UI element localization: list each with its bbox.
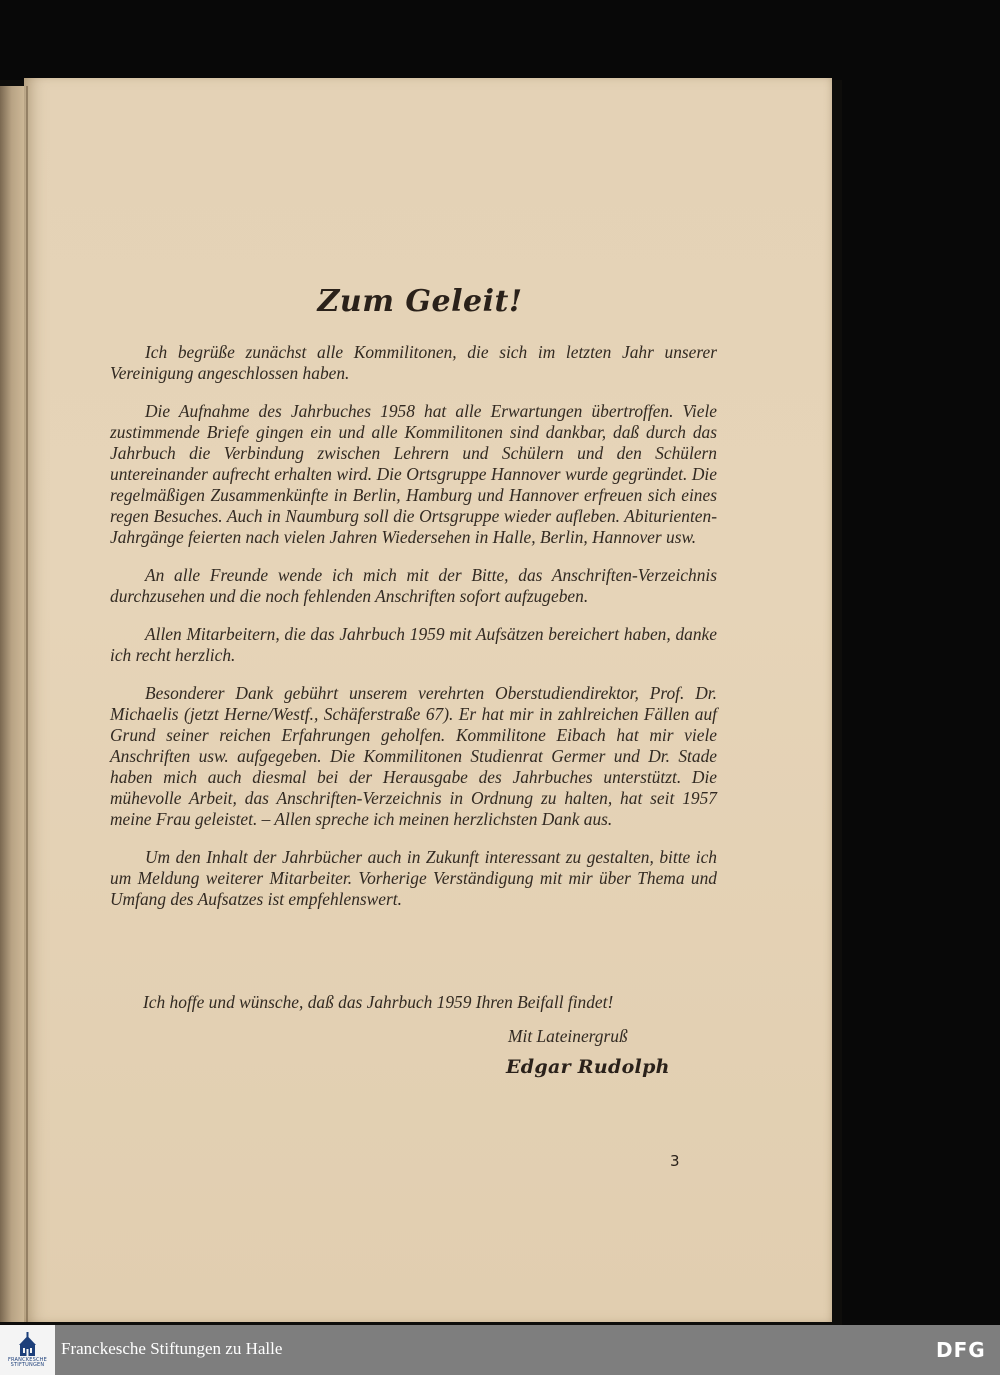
- page-number: 3: [670, 1152, 680, 1170]
- institution-logo[interactable]: [0, 1325, 55, 1375]
- paragraph: Um den Inhalt der Jahrbücher auch in Zukunft interessant zu gestalten, bitte ich um Meldung weiterer Mitarbeiter. Vorherige Verständigung mit mir über Thema und Umfang des Aufsatzes ist empfehlenswert.: [110, 847, 717, 909]
- paragraph: Allen Mitarbeitern, die das Jahrbuch 1959 mit Aufsätzen bereichert haben, danke ich recht herzlich.: [110, 624, 717, 665]
- institution-name-link[interactable]: Franckesche Stiftungen zu Halle: [61, 1339, 283, 1358]
- page-title: Zum Geleit!: [317, 284, 523, 319]
- body-text: [110, 342, 717, 927]
- paragraph: Die Aufnahme des Jahrbuches 1958 hat alle Erwartungen übertroffen. Viele zustimmende Briefe gingen ein und alle Kommilitonen sind dankbar, daß durch das Jahrbuch die Verbindung zwischen Lehrern und Schülern und den Schülern untereinander aufrecht erhalten wird. Die Ortsgruppe Hannover wurde gegründet. Die regelmäßigen Zusammenkünfte in Berlin, Hamburg und Hannover erfreuen sich eines regen Besuches. Auch in Naumburg soll die Ortsgruppe wieder aufleben. Abiturienten-Jahrgänge feierten nach vielen Jahren Wiedersehen in Halle, Berlin, Hannover usw.: [110, 401, 717, 547]
- closing-line: Ich hoffe und wünsche, daß das Jahrbuch 1959 Ihren Beifall findet!: [143, 992, 614, 1012]
- paragraph: Besonderer Dank gebührt unserem verehrten Oberstudiendirektor, Prof. Dr. Michaelis (jetzt Herne/Westf., Schäferstraße 67). Er hat mir in zahlreichen Fällen auf Grund seiner reichen Erfahrungen geholfen. Kommilitone Eibach hat mir viele Anschriften usw. aufgegeben. Die Kommilitonen Studienrat Germer und Dr. Stade haben mich auch diesmal bei der Herausgabe des Jahrbuches unterstützt. Die mühevolle Arbeit, das Anschriften-Verzeichnis in Ordnung zu halten, hat seit 1957 meine Frau geleistet. – Allen spreche ich meinen herzlichsten Dank aus.: [110, 683, 717, 829]
- dfg-logo[interactable]: DFG: [936, 1338, 986, 1362]
- paragraph: An alle Freunde wende ich mich mit der Bitte, das Anschriften-Verzeichnis durchzusehen und die noch fehlenden Anschriften sofort aufzugeben.: [110, 565, 717, 606]
- gutter-line: [26, 86, 28, 1322]
- greeting: Mit Lateinergruß: [508, 1026, 628, 1046]
- signature: Edgar Rudolph: [506, 1056, 670, 1078]
- page-spine-edge: [0, 86, 26, 1322]
- paragraph: Ich begrüße zunächst alle Kommilitonen, die sich im letzten Jahr unserer Vereinigung angeschlossen haben.: [110, 342, 717, 383]
- logo-tagline: FRANCKESCHE STIFTUNGEN: [7, 1357, 48, 1368]
